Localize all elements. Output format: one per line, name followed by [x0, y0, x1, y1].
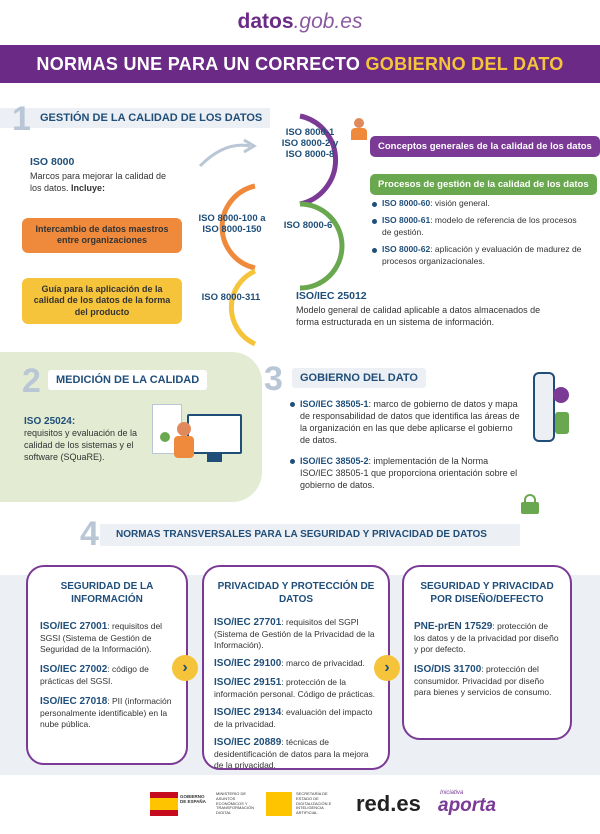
lock-illustration [520, 494, 540, 514]
card-privacy [202, 565, 390, 770]
process-item: ISO 8000-61: modelo de referencia de los procesos de gestión. [372, 215, 587, 238]
pill-master-data: Intercambio de datos maestros entre organizaciones [22, 218, 182, 253]
card-item: ISO/IEC 20889: técnicas de desidentificación de datos para la mejora de la privacidad. [214, 737, 369, 771]
card-item: ISO/IEC 27701: requisitos del SGPI (Sistema de Gestión de la Privacidad de la Información). [214, 617, 375, 651]
card-design [402, 565, 572, 740]
iso8000-includes: Incluye: [71, 183, 106, 194]
concepts-title: Conceptos generales de la calidad de los datos [370, 136, 600, 157]
site-logo: datos.gob.es [237, 10, 363, 33]
section2-number: 2 [22, 362, 41, 400]
card-head: SEGURIDAD DE LA INFORMACIÓN [60, 581, 154, 605]
section2-title: MEDICIÓN DE LA CALIDAD [48, 370, 207, 390]
card-item: ISO/DIS 31700: protección del consumidor. Privacidad por diseño para bienes y servicios de consumo. [414, 664, 552, 698]
card-item: ISO/IEC 29151: protección de la información personal. Código de prácticas. [214, 677, 376, 700]
iso25012-desc: Modelo general de calidad aplicable a datos almacenados de forma estructurada en un sistema de información. [296, 305, 541, 328]
curve-green [300, 204, 342, 288]
iso25024-desc: requisitos y evaluación de la calidad de los sistemas y el software (SQuaRE). [24, 428, 138, 463]
eu-stars-icon [266, 792, 292, 816]
card-item: ISO/IEC 27018: PII (información personalmente identificable) en la nube pública. [40, 696, 172, 730]
chevron-right-icon: › [172, 655, 198, 681]
card-item: ISO/IEC 27002: código de prácticas del SGSI. [40, 664, 149, 687]
card-item: PNE-prEN 17529: protección de los datos y de la privacidad por diseño y por defecto. [414, 621, 559, 655]
process-item: ISO 8000-62: aplicación y evaluación de madurez de procesos organizacionales. [372, 244, 587, 267]
ministry-label: MINISTERIO DE ASUNTOS ECONÓMICOS Y TRANSFORMACIÓN DIGITAL [216, 791, 254, 816]
section3-title: GOBIERNO DEL DATO [292, 368, 426, 388]
iso8000-block [30, 156, 180, 194]
page-title: NORMAS UNE PARA UN CORRECTO GOBIERNO DEL DATO [0, 45, 600, 83]
iso8000-desc: Marcos para mejorar la calidad de los datos. [30, 171, 167, 194]
secretaria-label: SECRETARÍA DE ESTADO DE DIGITALIZACIÓN E INTELIGENCIA ARTIFICIAL [296, 791, 332, 816]
card-item: ISO/IEC 29100: marco de privacidad. [214, 658, 365, 670]
redes-logo: red.es [356, 791, 421, 816]
curve-yellow [231, 271, 255, 344]
aporta-pre: Iniciativa [440, 790, 464, 796]
gov-label: GOBIERNO DE ESPAÑA [180, 794, 206, 805]
footer [0, 782, 600, 834]
iso25024-block [24, 416, 144, 463]
card-security [26, 565, 188, 765]
section1-title: GESTIÓN DE LA CALIDAD DE LOS DATOS [40, 112, 263, 124]
iso25012-block [296, 290, 546, 328]
node-iso8000-6: ISO 8000-6 [283, 220, 333, 231]
governance-item: ISO/IEC 38505-2: implementación de la Norma ISO/IEC 38505-1 que proporciona orientación sobre el gobierno de datos. [290, 455, 520, 491]
iso25024-name: ISO 25024: [24, 416, 76, 427]
monitor-illustration [152, 404, 242, 474]
card-head: PRIVACIDAD Y PROTECCIÓN DE DATOS [217, 581, 375, 605]
section4-title: NORMAS TRANSVERSALES PARA LA SEGURIDAD Y PRIVACIDAD DE DATOS [116, 529, 487, 540]
person-illustration [350, 118, 368, 140]
governance-list [290, 398, 520, 491]
processes-list [372, 198, 587, 267]
curve-arrow [200, 145, 250, 166]
card-item: ISO/IEC 27001: requisitos del SGSI (Sistema de Gestión de Seguridad de la Información). [40, 621, 163, 655]
section4-number: 4 [80, 515, 99, 553]
card-head: SEGURIDAD Y PRIVACIDAD POR DISEÑO/DEFECTO [420, 581, 554, 605]
iso8000-name: ISO 8000 [30, 156, 75, 168]
phone-illustration [525, 372, 580, 452]
process-item: ISO 8000-60: visión general. [372, 198, 587, 209]
chevron-right-icon: › [374, 655, 400, 681]
pill-product-guide: Guía para la aplicación de la calidad de los datos de la forma del producto [22, 278, 182, 324]
node-iso8000-1: ISO 8000-1 ISO 8000-2 y ISO 8000-8 [281, 127, 339, 160]
node-iso8000-311: ISO 8000-311 [201, 292, 261, 303]
iso25012-name: ISO/IEC 25012 [296, 290, 367, 302]
governance-item: ISO/IEC 38505-1: marco de gobierno de datos y mapa de responsabilidad de datos que identifica las áreas de la organización en las que debe aplicarse el gobierno de datos. [290, 398, 520, 447]
card-item: ISO/IEC 29134: evaluación del impacto de la privacidad. [214, 707, 373, 730]
processes-title: Procesos de gestión de la calidad de los datos [370, 174, 597, 195]
spain-flag-icon [150, 792, 178, 816]
section1-number: 1 [12, 100, 31, 138]
node-iso8000-100: ISO 8000-100 a ISO 8000-150 [198, 213, 266, 235]
section3-number: 3 [264, 360, 283, 398]
aporta-logo: aporta [438, 795, 497, 816]
